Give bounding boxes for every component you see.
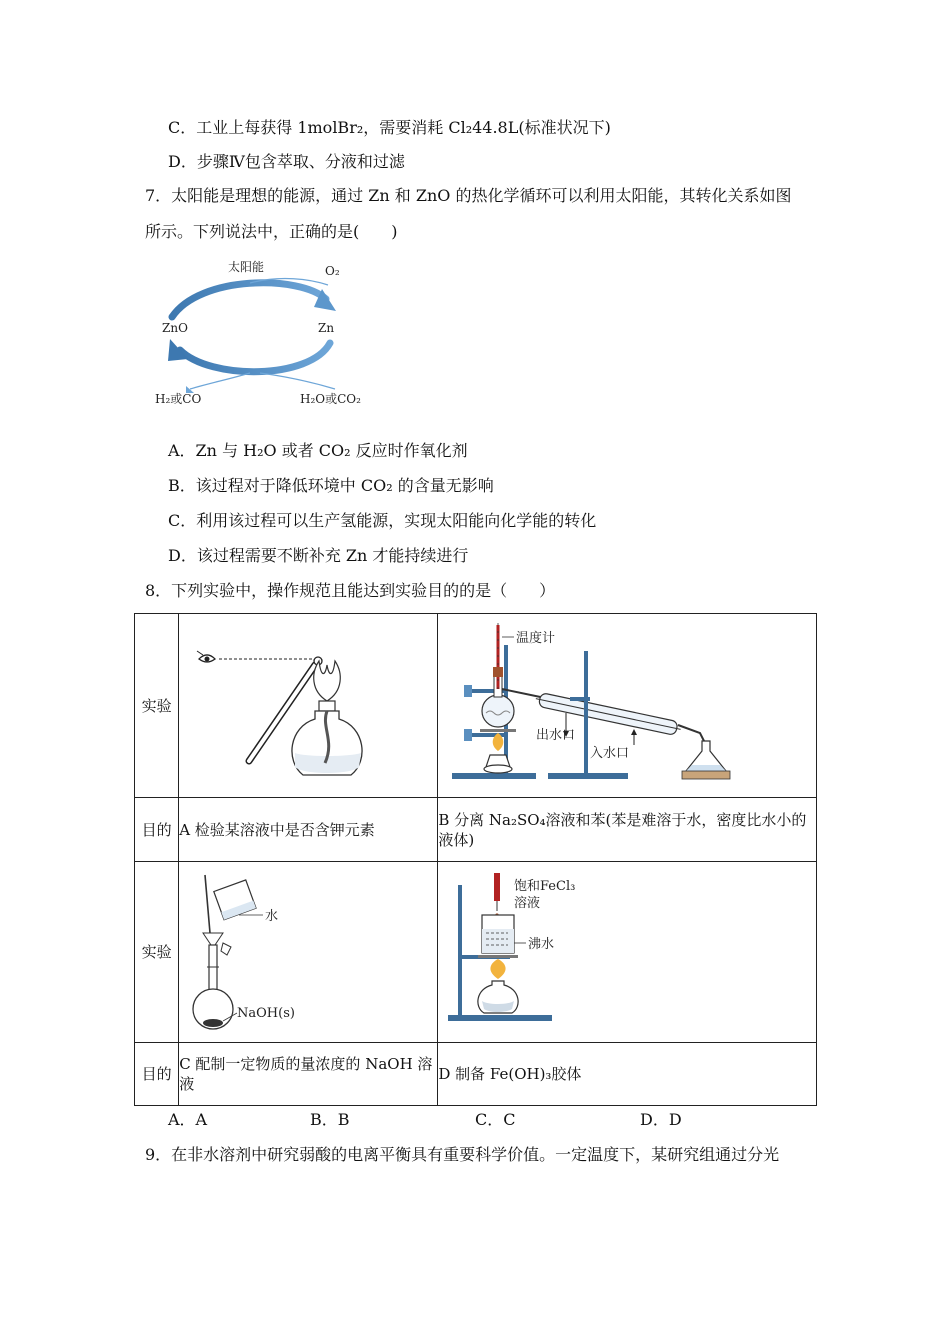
naoh-pellets: [203, 1019, 223, 1027]
q7-option-c: C．利用该过程可以生产氢能源，实现太阳能向化学能的转化: [168, 511, 597, 530]
q6-option-d: D．步骤Ⅳ包含萃取、分液和过滤: [168, 152, 405, 171]
purpose-d: D 制备 Fe(OH)₃胶体: [438, 1043, 817, 1106]
h2-co-label: H₂或CO: [155, 392, 202, 406]
thermometer-label: 温度计: [516, 630, 556, 646]
q9-stem-line1: 9．在非水溶剂中研究弱酸的电离平衡具有重要科学价值。一定温度下，某研究组通过分光: [145, 1145, 780, 1164]
eye-icon: [197, 651, 215, 662]
top-arc-arrow: [172, 283, 326, 317]
row-label-experiment-2: 实验: [135, 862, 179, 1043]
figure-c-volumetric-flask: [179, 862, 438, 1043]
bottom-branch-left: [190, 373, 250, 389]
purpose-c: C 配制一定物质的量浓度的 NaOH 溶液: [179, 1043, 438, 1106]
q8-answer-a: A．A: [168, 1110, 208, 1129]
zn-label: Zn: [318, 321, 335, 335]
burner-flame: [491, 959, 506, 979]
row-label-purpose-2: 目的: [135, 1043, 179, 1106]
row-label-purpose-1: 目的: [135, 798, 179, 862]
fecl3-label-line2: 溶液: [514, 896, 541, 911]
solar-energy-label: 太阳能: [228, 260, 265, 274]
flame: [314, 661, 341, 701]
lamp-wick-holder: [319, 701, 335, 711]
q7-stem-line1: 7．太阳能是理想的能源，通过 Zn 和 ZnO 的热化学循环可以利用太阳能，其转化关系如图: [145, 186, 792, 205]
row-label-experiment-1: 实验: [135, 614, 179, 798]
stand-base-left: [452, 773, 536, 779]
figure-b-distillation: [438, 614, 817, 798]
q6-option-c: C．工业上每获得 1molBr₂，需要消耗 Cl₂44.8L(标准状况下): [168, 118, 611, 137]
naoh-solid-label: NaOH(s): [237, 1006, 296, 1021]
q7-stem-line2: 所示。下列说法中，正确的是( ): [145, 222, 398, 241]
boiling-water-label: 沸水: [528, 937, 555, 952]
bottom-arc-arrow: [180, 343, 330, 372]
q8-answer-c: C．C: [475, 1110, 516, 1129]
q8-answer-b: B．B: [310, 1110, 350, 1129]
q7-option-b: B．该过程对于降低环境中 CO₂ 的含量无影响: [168, 476, 494, 495]
stand-rod-right: [584, 651, 588, 775]
q7-option-d: D．该过程需要不断补充 Zn 才能持续进行: [168, 546, 469, 565]
water-in-label: 入水口: [590, 745, 630, 761]
zn-cycle-diagram: [150, 255, 380, 415]
experiment-table: [134, 613, 817, 1106]
q8-stem: 8．下列实验中，操作规范且能达到实验目的的是（ ）: [145, 581, 556, 600]
distillation-flask: [482, 695, 514, 727]
figure-d-colloid-prep: [438, 862, 817, 1043]
bottom-branch-right: [260, 373, 335, 389]
stand-base: [448, 1015, 552, 1021]
q8-answer-d: D．D: [640, 1110, 682, 1129]
figure-a-flame-test: [179, 614, 438, 798]
h2o-co2-label: H₂O或CO₂: [300, 392, 361, 406]
stopper: [221, 943, 231, 955]
purpose-a: A 检验某溶液中是否含钾元素: [179, 798, 438, 862]
o2-label: O₂: [325, 264, 340, 278]
purpose-b: B 分离 Na₂SO₄溶液和苯(苯是难溶于水，密度比水小的液体): [438, 798, 817, 862]
fecl3-label-line1: 饱和FeCl₃: [514, 879, 576, 894]
zno-label: ZnO: [162, 321, 188, 335]
water-out-label: 出水口: [536, 727, 576, 743]
dropper: [494, 873, 500, 901]
pouring-beaker: [214, 880, 256, 920]
q7-option-a: A．Zn 与 H₂O 或者 CO₂ 反应时作氧化剂: [168, 441, 468, 460]
water-label: 水: [265, 909, 279, 924]
stand-rod: [458, 885, 462, 1019]
